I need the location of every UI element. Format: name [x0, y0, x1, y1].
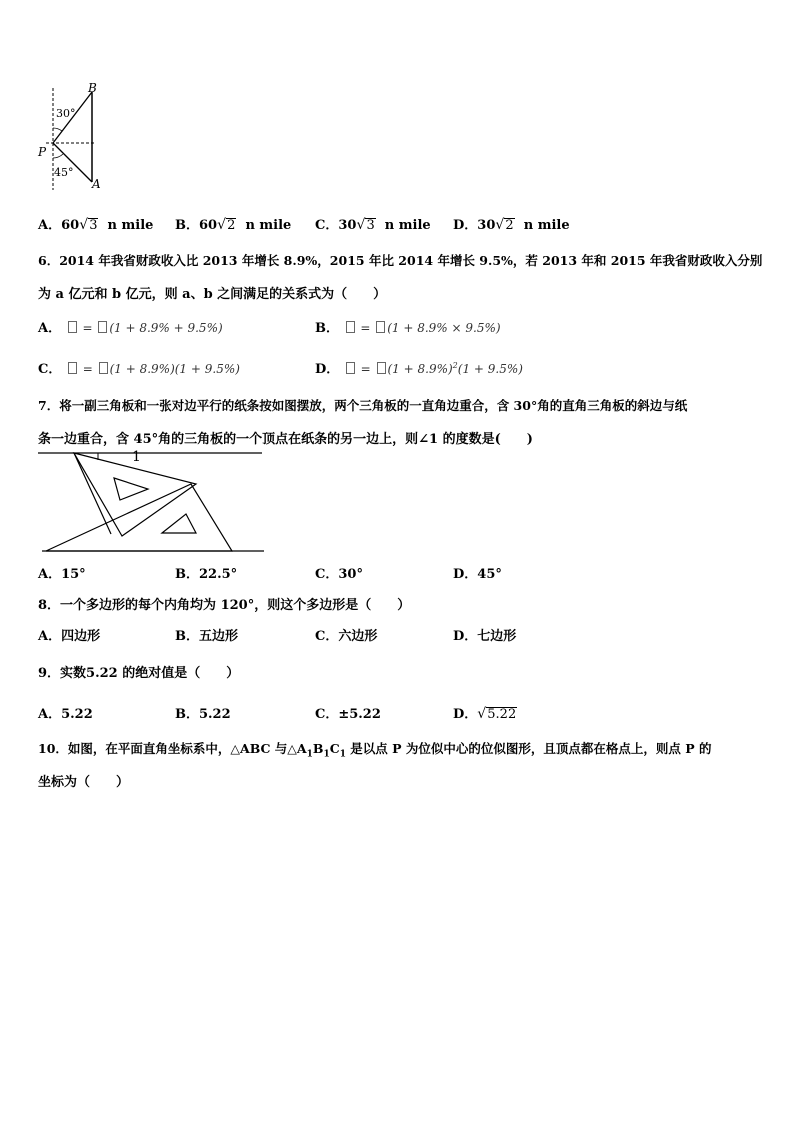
label-angle-45: 45° [54, 166, 74, 179]
label-a: A [92, 177, 101, 191]
placeholder-box-icon [99, 362, 108, 374]
q8-stem: 8．一个多边形的每个内角均为 120°，则这个多边形是（ ） [38, 598, 411, 613]
label-p: P [38, 145, 47, 159]
q5-option-a[interactable]: A．60√ 3 n mile [38, 214, 153, 233]
q7-option-d[interactable]: D．45° [453, 567, 502, 582]
figure-q5 [34, 80, 114, 195]
triangle-45-hole [162, 514, 196, 533]
q8-option-d[interactable]: D．七边形 [453, 629, 517, 644]
placeholder-box-icon [376, 321, 385, 333]
q9-option-b[interactable]: B．5.22 [175, 707, 231, 722]
q7-stem-line1: 7．将一副三角板和一张对边平行的纸条按如图摆放，两个三角板的一直角边重合，含 30°角的直角三角板的斜边与纸 [38, 398, 688, 413]
q8-option-c[interactable]: C．六边形 [315, 629, 378, 644]
q6-option-b[interactable]: B． = (1 + 8.9% × 9.5%) [315, 321, 501, 336]
label-b: B [88, 81, 97, 95]
angle-arc-top [53, 128, 62, 131]
placeholder-box-icon [68, 362, 77, 374]
q9-option-c[interactable]: C．±5.22 [315, 707, 381, 722]
q9-stem: 9．实数5.22 的绝对值是（ ） [38, 666, 240, 681]
q10-stem-line2: 坐标为（ ） [38, 775, 130, 790]
q7-option-c[interactable]: C．30° [315, 567, 363, 582]
q7-option-b[interactable]: B．22.5° [175, 567, 238, 582]
label-angle-30: 30° [56, 107, 76, 120]
triangle-30-hole [114, 478, 148, 500]
placeholder-box-icon [346, 321, 355, 333]
triangle-45-outer [46, 484, 232, 551]
q6-stem-line2: 为 a 亿元和 b 亿元，则 a、b 之间满足的关系式为（ ） [38, 287, 387, 302]
q5-option-d[interactable]: D．30√ 2 n mile [453, 214, 570, 233]
q5-option-c[interactable]: C．30√ 3 n mile [315, 214, 431, 233]
q6-option-d[interactable]: D． = $(1 + 8.9\%)^2(1 + 9.5\%)$ [315, 361, 523, 377]
q5-option-b[interactable]: B．60√ 2 n mile [175, 214, 291, 233]
q6-option-c[interactable]: C． = (1 + 8.9%)(1 + 9.5%) [38, 362, 240, 377]
q7-stem-line2: 条一边重合，含 45°角的三角板的一个顶点在纸条的另一边上，则∠1 的度数是( ) [38, 432, 533, 447]
triangle-30-edge [74, 453, 111, 534]
placeholder-box-icon [377, 362, 386, 374]
q8-option-a[interactable]: A．四边形 [38, 629, 101, 644]
q8-option-b[interactable]: B．五边形 [175, 629, 238, 644]
q9-option-d[interactable]: D．√ 5.22 [453, 703, 517, 722]
angle-1-label: 1 [132, 449, 141, 465]
placeholder-box-icon [98, 321, 107, 333]
q6-option-a[interactable]: A． = (1 + 8.9% + 9.5%) [38, 321, 223, 336]
placeholder-box-icon [68, 321, 77, 333]
figure-q7 [36, 446, 268, 558]
q7-option-a[interactable]: A．15° [38, 567, 86, 582]
q9-option-a[interactable]: A．5.22 [38, 707, 93, 722]
angle-arc-bottom [53, 154, 63, 158]
q10-stem-line1: 10．如图，在平面直角坐标系中，△ABC 与$\triangle A_1B_1C_1$ 是以点 P 为位似中心的位似图形，且顶点都在格点上，则点 P 的 [38, 741, 712, 760]
placeholder-box-icon [346, 362, 355, 374]
q6-stem-line1: 6．2014 年我省财政收入比 2013 年增长 8.9%，2015 年比 2014 年增长 9.5%，若 2013 年和 2015 年我省财政收入分别 [38, 253, 763, 268]
